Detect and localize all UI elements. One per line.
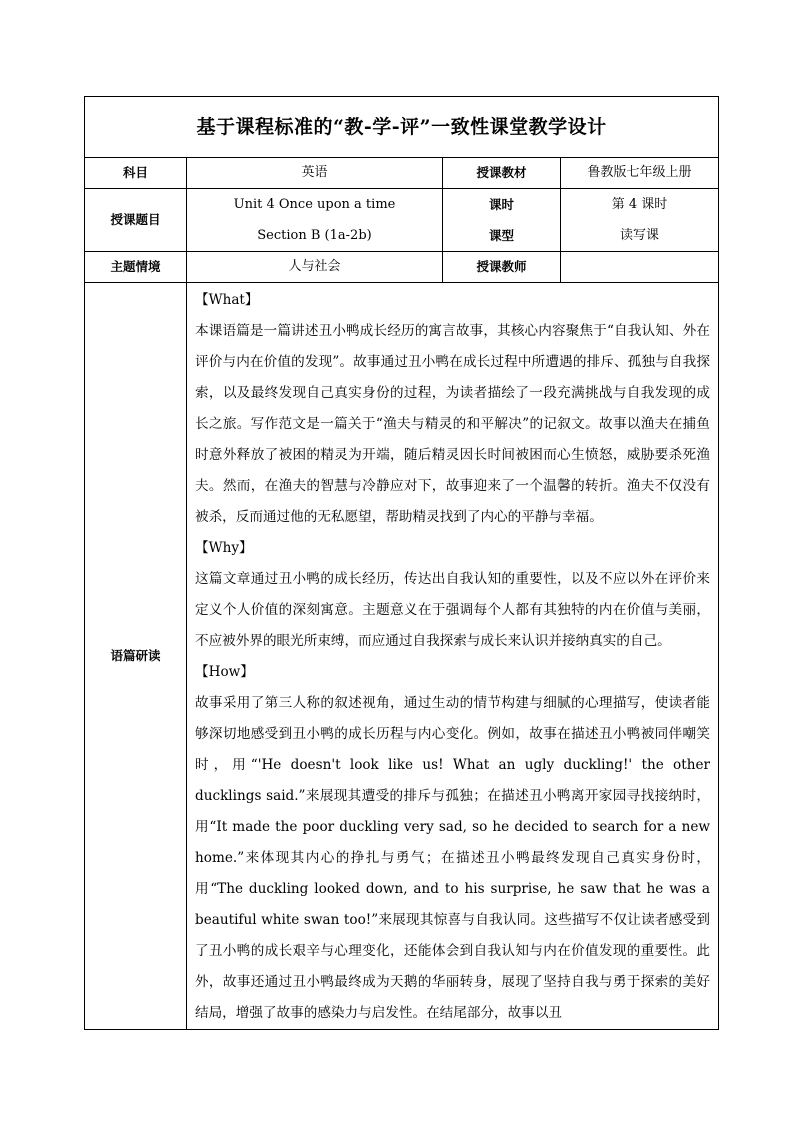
topic-line-2: Section B (1a-2b) — [257, 227, 372, 243]
period-value: 第 4 课时 — [611, 196, 668, 212]
topic-line-1: Unit 4 Once upon a time — [233, 196, 396, 212]
document-title: 基于课程标准的“教-学-评”一致性课堂教学设计 — [85, 97, 719, 158]
analysis-content — [187, 283, 719, 1030]
why-heading: 【Why】 — [195, 540, 253, 556]
analysis-label: 语篇研读 — [85, 283, 187, 1030]
period-label: 课时 — [488, 196, 514, 212]
subject-label: 科目 — [85, 158, 187, 189]
why-paragraph: 这篇文章通过丑小鸭的成长经历，传达出自我认知的重要性，以及不应以外在评价来定义个人价值的深刻寓意。主题意义在于强调每个人都有其独特的内在价值与美丽，不应被外界的眼光所束缚，而应通过自我探索与成长来认识并接纳真实的自己。 — [195, 571, 711, 649]
topic-label: 授课题目 — [85, 189, 187, 252]
period-type-values — [561, 189, 719, 252]
theme-label: 主题情境 — [85, 252, 187, 283]
teacher-label: 授课教师 — [443, 252, 561, 283]
what-heading: 【What】 — [195, 292, 259, 308]
type-value: 读写课 — [620, 227, 660, 243]
topic-value — [187, 189, 443, 252]
how-paragraph: 故事采用了第三人称的叙述视角，通过生动的情节构建与细腻的心理描写，使读者能够深切地感受到丑小鸭的成长历程与内心变化。例如，故事在描述丑小鸭被同伴嘲笑时，用“'He doesn't look like us! What an ugly duckling!' the other ducklings said.”来展现其遭受的排斥与孤独；在描述丑小鸭离开家园寻找接纳时，用“It made the poor duckling very sad, so he decided to search for a new home.”来体现其内心的挣扎与勇气；在描述丑小鸭最终发现自己真实身份时，用“The duckling looked down, and to his surprise, he saw that he was a beautiful white swan too!”来展现其惊喜与自我认同。这些描写不仅让读者感受到了丑小鸭的成长艰辛与心理变化，还能体会到自我认知与内在价值发现的重要性。此外，故事还通过丑小鸭最终成为天鹅的华丽转身，展现了坚持自我与勇于探索的美好结局，增强了故事的感染力与启发性。在结尾部分，故事以丑 — [195, 695, 711, 1021]
what-paragraph: 本课语篇是一篇讲述丑小鸭成长经历的寓言故事，其核心内容聚焦于“自我认知、外在评价与内在价值的发现”。故事通过丑小鸭在成长过程中所遭遇的排斥、孤独与自我探索，以及最终发现自己真实身份的过程，为读者描绘了一段充满挑战与自我发现的成长之旅。写作范文是一篇关于“渔夫与精灵的和平解决”的记叙文。故事以渔夫在捕鱼时意外释放了被困的精灵为开端，随后精灵因长时间被困而心生愤怒，威胁要杀死渔夫。然而，在渔夫的智慧与冷静应对下，故事迎来了一个温馨的转折。渔夫不仅没有被杀，反而通过他的无私愿望，帮助精灵找到了内心的平静与幸福。 — [195, 323, 711, 525]
how-heading: 【How】 — [195, 664, 254, 680]
theme-value: 人与社会 — [187, 252, 443, 283]
material-label: 授课教材 — [443, 158, 561, 189]
subject-value: 英语 — [187, 158, 443, 189]
teacher-value — [561, 252, 719, 283]
lesson-plan-sheet — [84, 96, 718, 1030]
material-value: 鲁教版七年级上册 — [561, 158, 719, 189]
lesson-plan-table — [84, 96, 719, 1030]
type-label: 课型 — [488, 227, 514, 243]
period-type-labels — [443, 189, 561, 252]
